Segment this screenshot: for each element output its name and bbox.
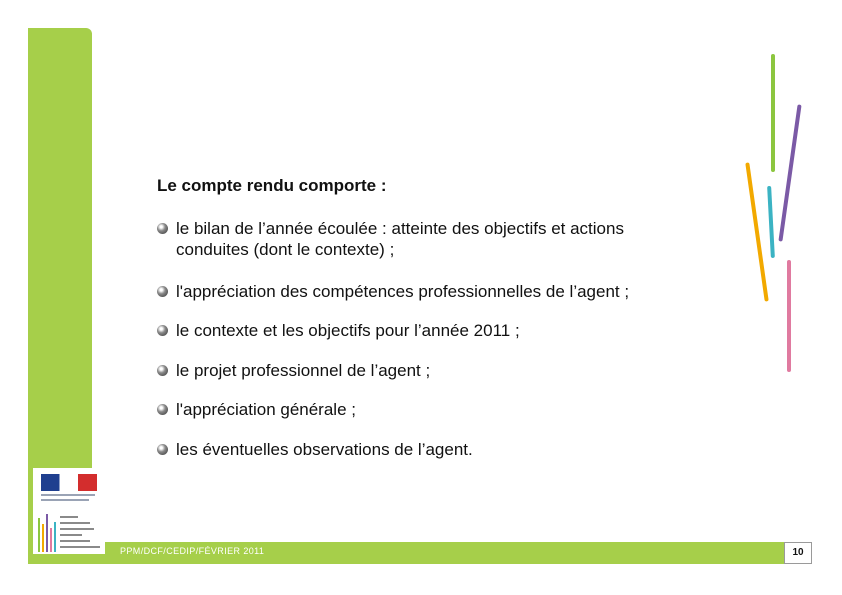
bullet-icon: [157, 404, 168, 415]
flag-icon: [41, 474, 97, 491]
decorative-stripe-teal: [767, 186, 775, 258]
list-item: [176, 399, 736, 420]
list-item-text: l'appréciation générale ;: [176, 400, 356, 419]
list-item-text: le contexte et les objectifs pour l’année 2011 ;: [176, 321, 520, 340]
bullet-icon: [157, 325, 168, 336]
list-item: [176, 218, 736, 260]
footer-text: PPM/DCF/CEDIP/FÉVRIER 2011: [120, 546, 265, 556]
bullet-icon: [157, 365, 168, 376]
bullet-icon: [157, 286, 168, 297]
slide-heading: Le compte rendu comporte :: [157, 176, 387, 195]
list-item: [176, 360, 736, 381]
decorative-stripe-green: [771, 54, 775, 172]
list-item-text: le bilan de l’année écoulée : atteinte des objectifs et actions: [176, 219, 624, 238]
page-number: 10: [784, 542, 812, 564]
list-item: [176, 281, 736, 302]
bullet-icon: [157, 444, 168, 455]
list-item-text: les éventuelles observations de l’agent.: [176, 440, 473, 459]
decorative-stripe-purple: [778, 104, 801, 241]
ministry-logo-icon: [33, 468, 105, 554]
decorative-stripe-pink: [787, 260, 791, 372]
decorative-stripe-orange: [745, 162, 768, 301]
list-item-text: l'appréciation des compétences professionnelles de l’agent ;: [176, 282, 630, 301]
bullet-icon: [157, 223, 168, 234]
list-item-text: le projet professionnel de l’agent ;: [176, 361, 431, 380]
logo-stripes-icon: [37, 512, 57, 552]
list-item-text-continued: conduites (dont le contexte) ;: [176, 240, 395, 259]
list-item: [176, 320, 736, 341]
list-item: [176, 439, 736, 460]
